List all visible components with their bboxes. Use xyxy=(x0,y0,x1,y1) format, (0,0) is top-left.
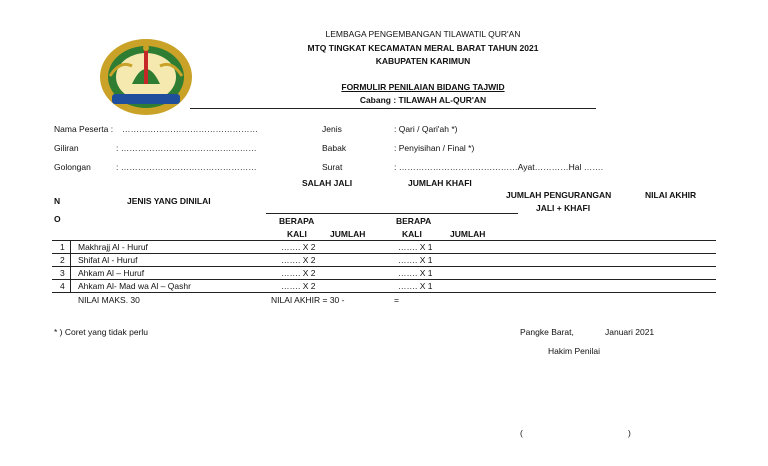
signature-paren-close: ) xyxy=(628,428,631,438)
footnote: * ) Coret yang tidak perlu xyxy=(54,327,149,337)
khafi-berapa: BERAPA xyxy=(396,216,432,226)
row-4-no: 4 xyxy=(60,281,65,291)
khafi-jumlah: JUMLAH xyxy=(450,229,486,239)
row-4-khafi: ……. X 1 xyxy=(398,281,433,291)
surat-value: : ……………………………………Ayat…………Hal ……. xyxy=(394,162,604,172)
golongan-value: : ………………………………………… xyxy=(116,162,257,172)
table-line-row4 xyxy=(52,292,716,293)
jali-kali: KALI xyxy=(287,229,307,239)
row-2-jenis: Shifat Al - Huruf xyxy=(78,255,138,265)
header-divider xyxy=(190,108,596,109)
jali-berapa: BERAPA xyxy=(279,216,315,226)
table-col-divider xyxy=(70,240,71,292)
nilai-akhir-equals: = xyxy=(394,295,399,305)
khafi-kali: KALI xyxy=(402,229,422,239)
cabang-line: Cabang : TILAWAH AL-QUR'AN xyxy=(359,95,487,105)
row-2-jali: ……. X 2 xyxy=(281,255,316,265)
golongan-label: Golongan xyxy=(54,162,91,172)
signature-paren-open: ( xyxy=(520,428,523,438)
col-no-bottom: O xyxy=(54,214,61,224)
logo-crescent xyxy=(143,45,149,51)
row-4-jenis: Ahkam Al- Mad wa Al – Qashr xyxy=(78,281,191,291)
col-jumlah-pengurangan: JUMLAH PENGURANGAN xyxy=(506,190,612,200)
col-pengurangan-sub: JALI + KHAFI xyxy=(536,203,591,213)
row-1-no: 1 xyxy=(60,242,65,252)
surat-label: Surat xyxy=(322,162,343,172)
signature-place: Pangke Barat, xyxy=(520,327,574,337)
jenis-value: : Qari / Qari'ah *) xyxy=(394,124,458,134)
jali-jumlah: JUMLAH xyxy=(330,229,366,239)
nama-value: ………………………………………… xyxy=(122,124,258,134)
table-line-row2 xyxy=(52,266,716,267)
giliran-value: : ………………………………………… xyxy=(116,143,257,153)
table-line-top xyxy=(52,240,716,241)
col-jumlah-khafi: JUMLAH KHAFI xyxy=(408,178,472,188)
babak-value: : Penyisihan / Final *) xyxy=(394,143,475,153)
nilai-maks: NILAI MAKS. 30 xyxy=(78,295,140,305)
col-jenis-yang-dinilai: JENIS YANG DINILAI xyxy=(127,196,211,206)
row-3-no: 3 xyxy=(60,268,65,278)
col-nilai-akhir: NILAI AKHIR xyxy=(645,190,697,200)
form-title: FORMULIR PENILAIAN BIDANG TAJWID xyxy=(341,82,505,92)
babak-label: Babak xyxy=(322,143,347,153)
logo-minaret xyxy=(144,50,148,84)
logo-banner xyxy=(112,94,180,104)
row-1-jali: ……. X 2 xyxy=(281,242,316,252)
giliran-label: Giliran xyxy=(54,143,79,153)
row-4-jali: ……. X 2 xyxy=(281,281,316,291)
row-3-jali: ……. X 2 xyxy=(281,268,316,278)
table-line-row1 xyxy=(52,253,716,254)
nama-label: Nama Peserta : xyxy=(54,124,114,134)
header-subdivider xyxy=(266,213,518,214)
row-2-no: 2 xyxy=(60,255,65,265)
row-2-khafi: ……. X 1 xyxy=(398,255,433,265)
signature-date: Januari 2021 xyxy=(605,327,655,337)
table-line-row3 xyxy=(52,279,716,280)
row-1-khafi: ……. X 1 xyxy=(398,242,433,252)
signature-title: Hakim Penilai xyxy=(548,346,600,356)
lptq-logo-emblem xyxy=(98,36,194,118)
nilai-akhir-formula: NILAI AKHIR = 30 - xyxy=(271,295,345,305)
header-line-2: MTQ TINGKAT KECAMATAN MERAL BARAT TAHUN 2021 xyxy=(307,43,539,53)
row-3-jenis: Ahkam Al – Huruf xyxy=(78,268,145,278)
row-3-khafi: ……. X 1 xyxy=(398,268,433,278)
jenis-label: Jenis xyxy=(322,124,342,134)
col-no-top: N xyxy=(54,196,61,206)
row-1-jenis: Makhrajj Al - Huruf xyxy=(78,242,148,252)
header-line-1: LEMBAGA PENGEMBANGAN TILAWATIL QUR'AN xyxy=(325,29,521,39)
header-line-3: KABUPATEN KARIMUN xyxy=(375,56,471,66)
col-salah-jali: SALAH JALI xyxy=(302,178,353,188)
